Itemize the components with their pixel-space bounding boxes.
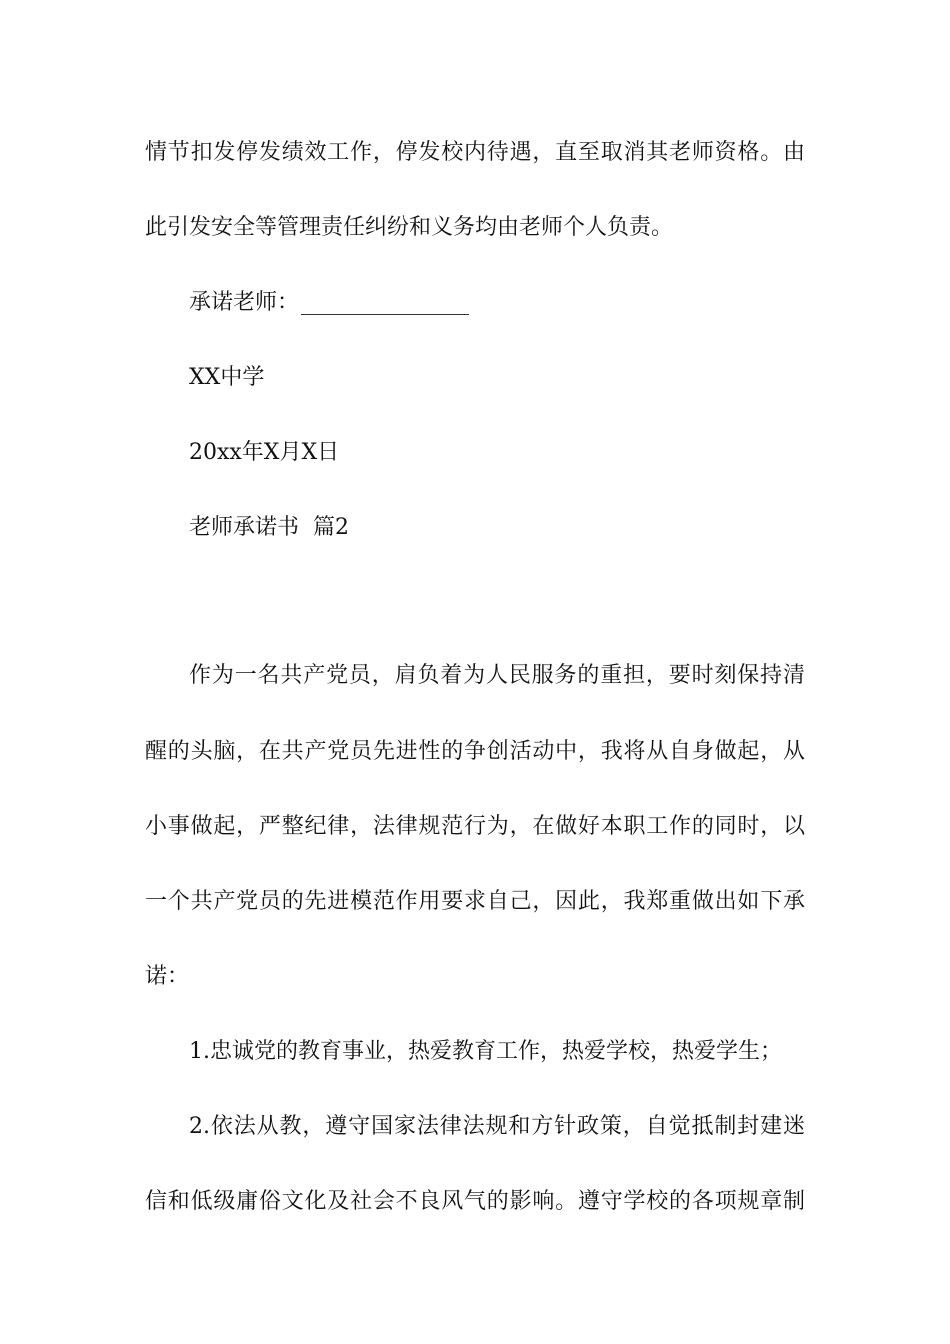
date-line: 20xx年X月X日 bbox=[189, 440, 340, 465]
signature-row bbox=[189, 289, 469, 317]
section-heading: 老师承诺书 篇2 bbox=[189, 515, 349, 540]
list-item-continuation: 信和低级庸俗文化及社会不良风气的影响。遵守学校的各项规章制 bbox=[145, 1189, 805, 1214]
paragraph-line: 小事做起，严整纪律，法律规范行为，在做好本职工作的同时，以 bbox=[145, 814, 805, 839]
signature-blank bbox=[301, 313, 469, 315]
text-line: 情节扣发停发绩效工作，停发校内待遇，直至取消其老师资格。由 bbox=[145, 140, 805, 165]
text-line: 此引发安全等管理责任纠纷和义务均由老师个人负责。 bbox=[145, 215, 674, 240]
school-name: XX中学 bbox=[189, 365, 265, 390]
paragraph-line: 诺： bbox=[145, 964, 190, 989]
paragraph-line: 作为一名共产党员，肩负着为人民服务的重担，要时刻保持清 bbox=[189, 663, 805, 688]
list-item: 1.忠诚党的教育事业，热爱教育工作，热爱学校，热爱学生； bbox=[189, 1039, 782, 1064]
paragraph-line: 醒的头脑，在共产党员先进性的争创活动中，我将从自身做起，从 bbox=[145, 739, 805, 764]
signature-label: 承诺老师： bbox=[189, 290, 300, 315]
list-item: 2.依法从教，遵守国家法律法规和方针政策，自觉抵制封建迷 bbox=[189, 1114, 805, 1139]
paragraph-line: 一个共产党员的先进模范作用要求自己，因此，我郑重做出如下承 bbox=[145, 889, 805, 914]
